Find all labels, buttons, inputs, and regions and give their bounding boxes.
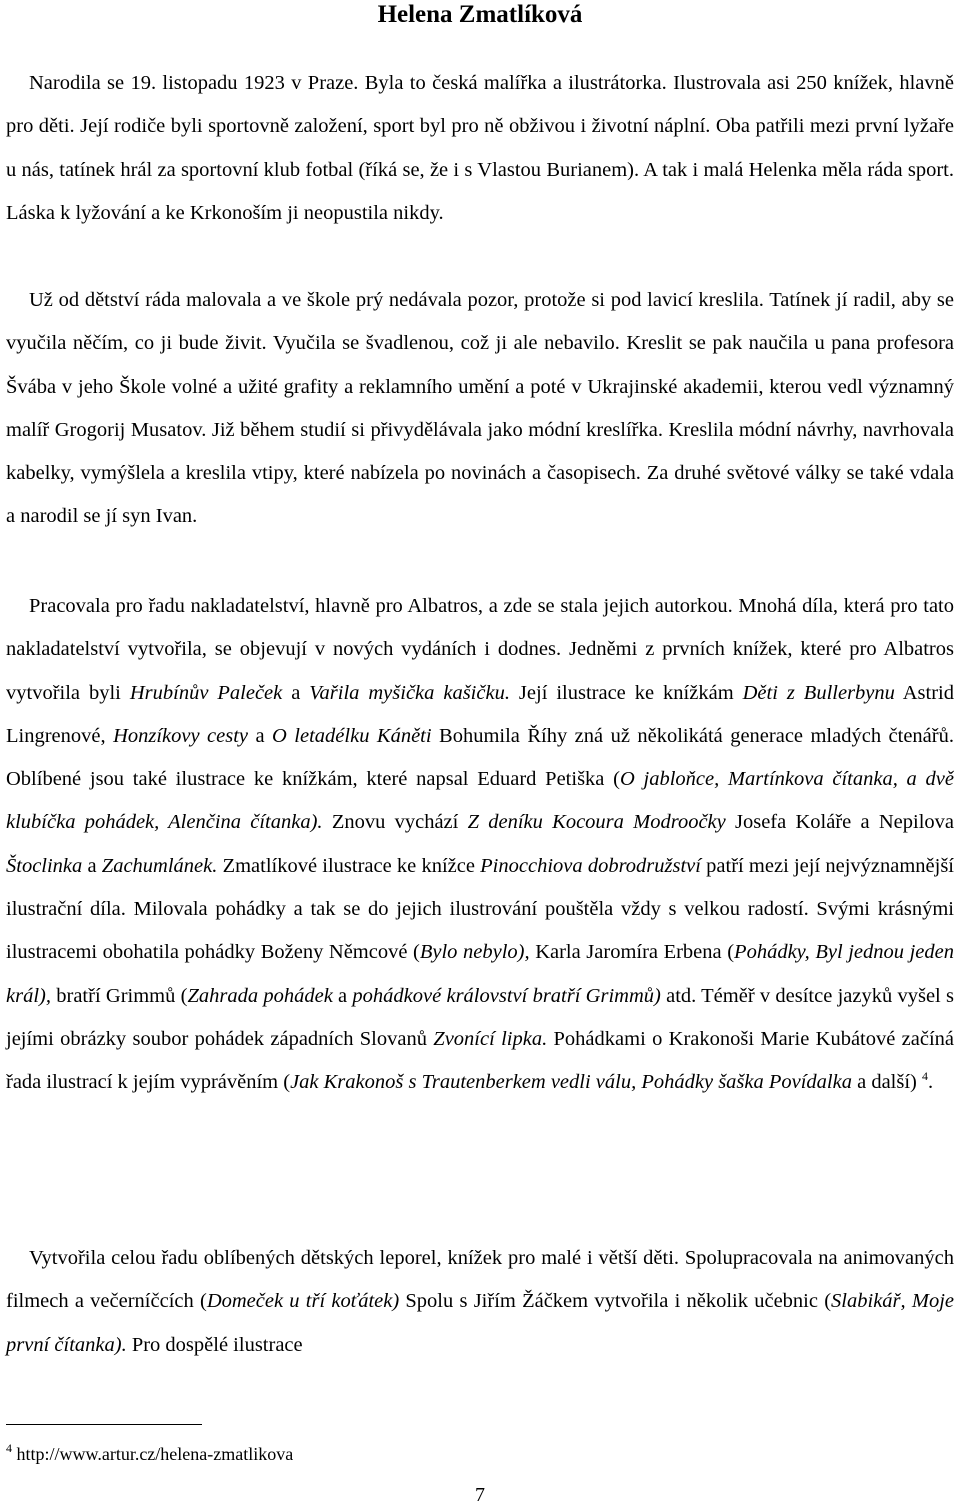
text-run: a další) <box>851 1071 923 1094</box>
paragraph-text: Narodila se 19. listopadu 1923 v Praze. Byla to česká malířka a ilustrátorka. Ilustrovala asi 250 knížek, hlavně pro děti. Její rodiče byli sportovně založení, sport byl pro ně obživou i životní náplní. Oba patřili mezi první lyžaře u nás, tatínek hrál za sportovní klub fotbal (říká se, že i s Vlastou Burianem). A tak i malá Helenka měla ráda sport. Láska k lyžování a ke Krkonoším ji neopustila nikdy. <box>6 72 954 224</box>
book-title: Zachumlánek. <box>101 854 218 877</box>
text-run: Astrid Lingrenové, <box>6 681 954 747</box>
text-run: Zmatlíkové ilustrace ke knížce <box>217 854 481 877</box>
text-run: atd. Téměř v desítce jazyků vyšel s jejími obrázky soubor pohádek západních Slovanů <box>6 984 954 1050</box>
paragraph-2 <box>6 279 954 539</box>
text-run: a <box>82 854 102 877</box>
book-title: Děti z Bullerbynu <box>742 681 895 704</box>
paragraph-text <box>6 1237 954 1367</box>
book-title: Jak Krakonoš s Trautenberkem vedli válu, Pohádky šaška Povídalka <box>290 1071 852 1094</box>
text-run: Josefa Koláře a Nepilova <box>725 811 955 834</box>
paragraph-3 <box>6 585 954 1105</box>
book-title: Štoclinka <box>6 854 83 877</box>
page-title: Helena Zmatlíková <box>377 1 583 28</box>
book-title: Bylo nebylo), <box>419 941 530 964</box>
text-run: Spolu s Jiřím Žáčkem vytvořila i několik učebnic ( <box>399 1290 832 1313</box>
book-title: Pohádky, Byl jednou jeden král), <box>6 941 954 1007</box>
paragraph-4 <box>6 1237 954 1367</box>
footnote <box>6 1442 706 1466</box>
book-title: Slabikář, Moje první čítanka). <box>6 1290 954 1356</box>
text-run: . <box>928 1071 934 1094</box>
text-run: Karla Jaromíra Erbena ( <box>529 941 735 964</box>
page-number: 7 <box>475 1484 485 1506</box>
text-run: Pracovala pro řadu nakladatelství, hlavně pro Albatros, a zde se stala jejich autorkou. Mnohá díla, která pro tato nakladatelství vytvořila, se objevují v nových vydáních i dodnes. Jedněmi z prvních knížek, které pro Albatros vytvořila byli <box>6 595 954 704</box>
text-run: Pohádkami o Krakonoši Marie Kubátové začíná řada ilustrací k jejím vyprávěním ( <box>6 1027 954 1094</box>
text-run: a <box>248 724 273 747</box>
paragraph-1 <box>6 62 954 235</box>
text-run: bratří Grimmů ( <box>50 984 188 1007</box>
text-run: Znovu vychází <box>322 811 468 834</box>
footnote-marker: 4 <box>6 1441 12 1455</box>
text-run: Bohumila Říhy zná už několikátá generace mladých čtenářů. Oblíbené jsou také ilustrace ke knížkám, které napsal Eduard Petiška ( <box>6 724 954 791</box>
text-run: a <box>282 681 310 704</box>
book-title: pohádkové království bratří Grimmů) <box>352 984 661 1007</box>
text-run: Pro dospělé ilustrace <box>126 1333 303 1356</box>
paragraph-text: Už od dětství ráda malovala a ve škole prý nedávala pozor, protože si pod lavicí kreslila. Tatínek jí radil, aby se vyučila něčím, co ji bude živit. Vyučila se švadlenou, což ji ale nebavilo. Kreslit se pak naučila u pana profesora Švába v jeho Škole volné a užité grafity a reklamního umění a poté v Ukrajinské akademii, kterou vedl významný malíř Grogorij Musatov. Již během studií si přivydělávala jako módní kreslířka. Kreslila módní návrhy, navrhovala kabelky, vymýšlela a kreslila vtipy, které nabízela po novinách a časopisech. Za druhé světové války se také vdala a narodil se jí syn Ivan. <box>6 289 954 528</box>
book-title: Hrubínův Paleček <box>129 681 283 704</box>
book-title: O jabloňce, Martínkova čítanka, a dvě klubíčka pohádek, Alenčina čítanka). <box>6 768 955 834</box>
book-title: O letadélku Káněti <box>272 724 432 747</box>
book-title: Pinocchiova dobrodružství <box>480 854 701 877</box>
book-title: Vařila myšička kašičku. <box>309 681 510 704</box>
book-title: Zahrada pohádek <box>187 984 333 1007</box>
film-title: Domeček u tří koťátek) <box>206 1290 400 1313</box>
text-run: Vytvořila celou řadu oblíbených dětských leporel, knížek pro malé i větší děti. Spolupracovala na animovaných filmech a večerníčcích ( <box>6 1247 954 1313</box>
text-run: a <box>332 984 353 1007</box>
footnote-link[interactable]: http://www.artur.cz/helena-zmatlikova <box>12 1444 294 1464</box>
text-run: Její ilustrace ke knížkám <box>509 681 743 704</box>
book-title: Z deníku Kocoura Modroočky <box>467 811 726 834</box>
footnote-separator <box>6 1424 202 1425</box>
footnote-reference[interactable]: 4 <box>922 1069 929 1084</box>
paragraph-text <box>6 585 954 1105</box>
text-run: patří mezi její nejvýznamnější ilustrační díla. Milovala pohádky a tak se do jejich ilustrování pouštěla vždy s velkou radostí. Svými krásnými ilustracemi obohatila pohádky Boženy Němcové ( <box>6 854 955 964</box>
book-title: Zvonící lipka. <box>433 1027 548 1050</box>
book-title: Honzíkovy cesty <box>113 724 249 747</box>
